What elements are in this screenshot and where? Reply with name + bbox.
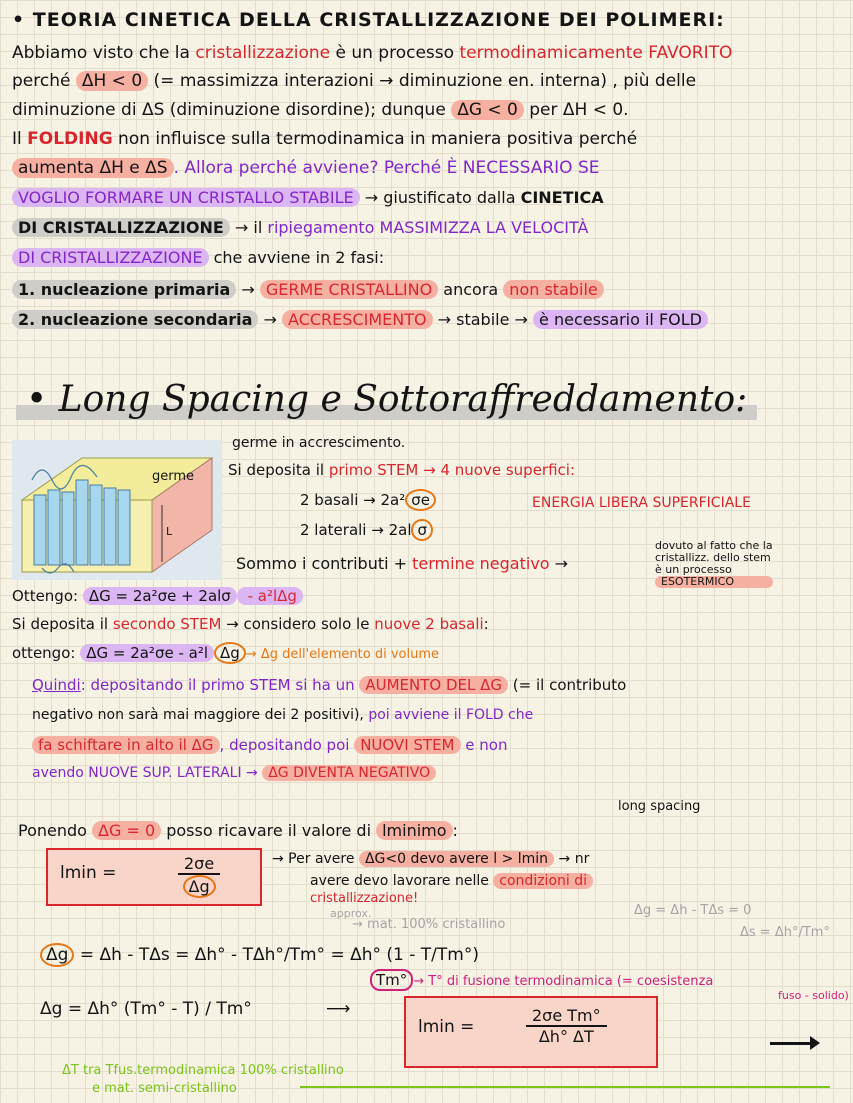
footnote-1: ΔT tra Tfus.termodinamica 100% cristallino <box>62 1063 344 1078</box>
text: → Δg dell'elemento di volume <box>245 647 439 662</box>
text: → giustificato dalla <box>359 188 521 207</box>
text: → Per avere <box>272 851 359 867</box>
text: ripiegamento MASSIMIZZA LA VELOCITÀ <box>267 218 589 237</box>
arrow-line <box>770 1042 814 1045</box>
text: secondo STEM <box>112 615 222 633</box>
highlight: lminimo <box>376 821 452 840</box>
final-fraction <box>526 1006 607 1046</box>
germe-caption: germe in accrescimento. <box>232 435 406 451</box>
highlight: ΔH < 0 <box>76 71 148 91</box>
final-lhs: lmin = <box>418 1017 475 1037</box>
intro-line-2 <box>12 72 696 91</box>
sum-contributions <box>236 555 568 573</box>
text: → considero solo le <box>221 615 375 633</box>
lmin-final-box <box>404 996 658 1068</box>
implies-arrows: ⟶ <box>326 999 351 1019</box>
lateral-surfaces <box>300 522 433 539</box>
highlight: GERME CRISTALLINO <box>260 280 438 299</box>
text: → 4 nuove superfici: <box>418 461 576 479</box>
green-arrow-line <box>300 1086 830 1088</box>
quindi-line-1 <box>32 677 626 694</box>
fraction-denominator: Δh° ΔT <box>538 1027 594 1046</box>
crystal-growth-figure <box>12 440 222 580</box>
highlight: ΔG = 2a²σe - a²l <box>80 644 214 662</box>
intro-line-5 <box>12 159 600 178</box>
text: . Allora perché avviene? Perché È NECESSARIO SE <box>173 158 600 178</box>
footnote-2: e mat. semi-cristallino <box>92 1081 237 1096</box>
text: ottengo: <box>12 644 81 662</box>
text: Quindi <box>32 676 81 694</box>
text: → il <box>229 218 268 237</box>
dg-circle: Δg <box>40 943 74 967</box>
text: Si deposita il <box>228 461 329 479</box>
long-spacing-label: long spacing <box>618 799 701 814</box>
highlight: ΔG = 0 <box>92 821 161 840</box>
highlight: fa schiftare in alto il ΔG <box>32 736 220 754</box>
text: che avviene in 2 fasi: <box>208 248 385 267</box>
arrow-head-icon <box>810 1036 820 1050</box>
intro-line-8 <box>12 249 384 267</box>
lmin-fraction <box>178 854 220 898</box>
text: avere devo lavorare nelle <box>310 873 494 889</box>
text: → stabile → <box>432 310 534 329</box>
text: poi avviene il FOLD che <box>368 707 534 723</box>
text: : depositando il primo STEM si ha un <box>80 676 360 694</box>
text: cristallizzazione <box>195 43 331 63</box>
obtain-1 <box>12 588 303 605</box>
text: Sommo i contributi + <box>236 554 413 573</box>
text: 2 laterali → 2al <box>300 521 412 539</box>
highlight: DI CRISTALLIZZAZIONE <box>12 248 209 267</box>
text: per ΔH < 0. <box>523 100 629 120</box>
text: Ponendo <box>18 821 93 840</box>
exothermic-note <box>655 540 773 588</box>
fraction-denominator: Δg <box>183 875 216 898</box>
text: 2 basali → 2a² <box>300 491 406 509</box>
text: CINETICA <box>520 188 604 207</box>
gray-eq-1: Δg = Δh - TΔs = 0 <box>634 903 752 918</box>
text: , depositando poi <box>219 736 355 754</box>
intro-line-10 <box>12 311 708 329</box>
text: Il <box>12 129 28 149</box>
lmin-box <box>46 848 262 906</box>
text: e non <box>460 736 508 754</box>
sigma-e-circle: σe <box>405 489 436 511</box>
germe-label: germe <box>152 469 195 484</box>
sigma-circle: σ <box>411 519 433 541</box>
text: (= il contributo <box>508 676 627 694</box>
text: Ottengo: <box>12 587 83 605</box>
dg-circle: Δg <box>214 642 246 664</box>
approx-label: approx. <box>330 907 372 920</box>
text: : <box>483 615 489 633</box>
text: nuove 2 basali <box>374 615 484 633</box>
tm-line <box>370 972 713 989</box>
dg-equation <box>40 946 479 965</box>
quindi-line-4 <box>32 766 436 781</box>
text: → <box>258 310 283 329</box>
quindi-line-3 <box>32 737 507 754</box>
text: Si deposita il <box>12 615 113 633</box>
basal-surfaces <box>300 492 436 509</box>
deposit-first-stem <box>228 462 575 479</box>
note-line: cristallizz. dello stem <box>655 551 771 565</box>
intro-line-9 <box>12 281 604 299</box>
text: diminuzione di ΔS (diminuzione disordine); dunque <box>12 100 452 120</box>
highlight: NUOVI STEM <box>354 736 460 754</box>
folding-word: FOLDING <box>27 129 113 149</box>
highlight: aumenta ΔH e ΔS <box>12 158 174 178</box>
page-title: • TEORIA CINETICA DELLA CRISTALLIZZAZIONE DEI POLIMERI: <box>12 9 725 31</box>
fraction-numerator: 2σe <box>178 854 220 875</box>
text: (= massimizza interazioni → diminuzione en. interna) , più delle <box>148 71 697 91</box>
highlight: ΔG<0 devo avere l > lmin <box>359 851 554 867</box>
highlight: 1. nucleazione primaria <box>12 280 236 299</box>
note-line: ESOTERMICO <box>655 576 773 588</box>
text: → <box>236 280 260 299</box>
note-line: dovuto al fatto che la <box>655 539 773 552</box>
intro-line-6 <box>12 189 604 207</box>
lmin-lhs: lmin = <box>60 863 117 883</box>
text: negativo non sarà mai maggiore dei 2 positivi), <box>32 707 369 723</box>
text: termodinamicamente FAVORITO <box>459 43 733 63</box>
intro-line-4 <box>12 130 637 149</box>
highlight: - a²lΔg <box>237 587 303 605</box>
text: : <box>452 821 458 840</box>
deposit-second-stem <box>12 616 489 633</box>
text: posso ricavare il valore di <box>161 821 377 840</box>
text: → nr <box>554 851 590 867</box>
highlight: AUMENTO DEL ΔG <box>359 676 508 694</box>
highlight: ACCRESCIMENTO <box>282 310 433 329</box>
text: → T° di fusione termodinamica (= coesistenza <box>413 974 714 989</box>
intro-line-3 <box>12 101 629 120</box>
dg-equation-2: Δg = Δh° (Tm° - T) / Tm° <box>40 999 252 1019</box>
text: è un processo <box>330 43 460 63</box>
condition-line-3: cristallizzazione! <box>310 891 419 906</box>
highlight: 2. nucleazione secondaria <box>12 310 258 329</box>
note-line: è un processo <box>655 563 732 577</box>
text: non influisce sulla termodinamica in maniera positiva perché <box>112 129 638 149</box>
ponendo-line <box>18 822 458 840</box>
fraction-numerator: 2σe Tm° <box>526 1006 607 1027</box>
text: Abbiamo visto che la <box>12 43 196 63</box>
intro-line-1 <box>12 44 732 63</box>
text: termine negativo <box>412 554 550 573</box>
highlight: non stabile <box>503 280 603 299</box>
highlight: ΔG < 0 <box>451 100 524 120</box>
condition-line-1 <box>272 852 589 867</box>
crystal-diagram <box>12 440 222 580</box>
text: perché <box>12 71 76 91</box>
highlight: ΔG = 2a²σe + 2alσ <box>83 587 237 605</box>
mat100-label: → mat. 100% cristallino <box>352 917 506 932</box>
highlight: ΔG DIVENTA NEGATIVO <box>262 765 436 781</box>
quindi-line-2 <box>32 708 533 723</box>
highlight: VOGLIO FORMARE UN CRISTALLO STABILE <box>12 188 360 207</box>
highlight: è necessario il FOLD <box>533 310 708 329</box>
energy-label: ENERGIA LIBERA SUPERFICIALE <box>532 495 751 511</box>
section-title-long-spacing: • Long Spacing e Sottoraffreddamento: <box>16 380 757 420</box>
gray-eq-2: Δs = Δh°/Tm° <box>740 925 830 940</box>
tm-note-2: fuso - solido) <box>778 989 849 1002</box>
text: = Δh - TΔs = Δh° - TΔh°/Tm° = Δh° (1 - T/Tm°) <box>74 945 479 965</box>
highlight: DI CRISTALLIZZAZIONE <box>12 218 230 237</box>
text: avendo NUOVE SUP. LATERALI → <box>32 765 263 781</box>
arrow: → <box>549 554 569 573</box>
condition-line-2 <box>310 874 593 889</box>
intro-line-7 <box>12 219 588 237</box>
length-label: L <box>166 525 173 538</box>
obtain-2 <box>12 645 439 662</box>
tm-circle: Tm° <box>370 969 413 991</box>
highlight: condizioni di <box>493 873 593 889</box>
text: primo STEM <box>328 461 419 479</box>
text: ancora <box>438 280 504 299</box>
